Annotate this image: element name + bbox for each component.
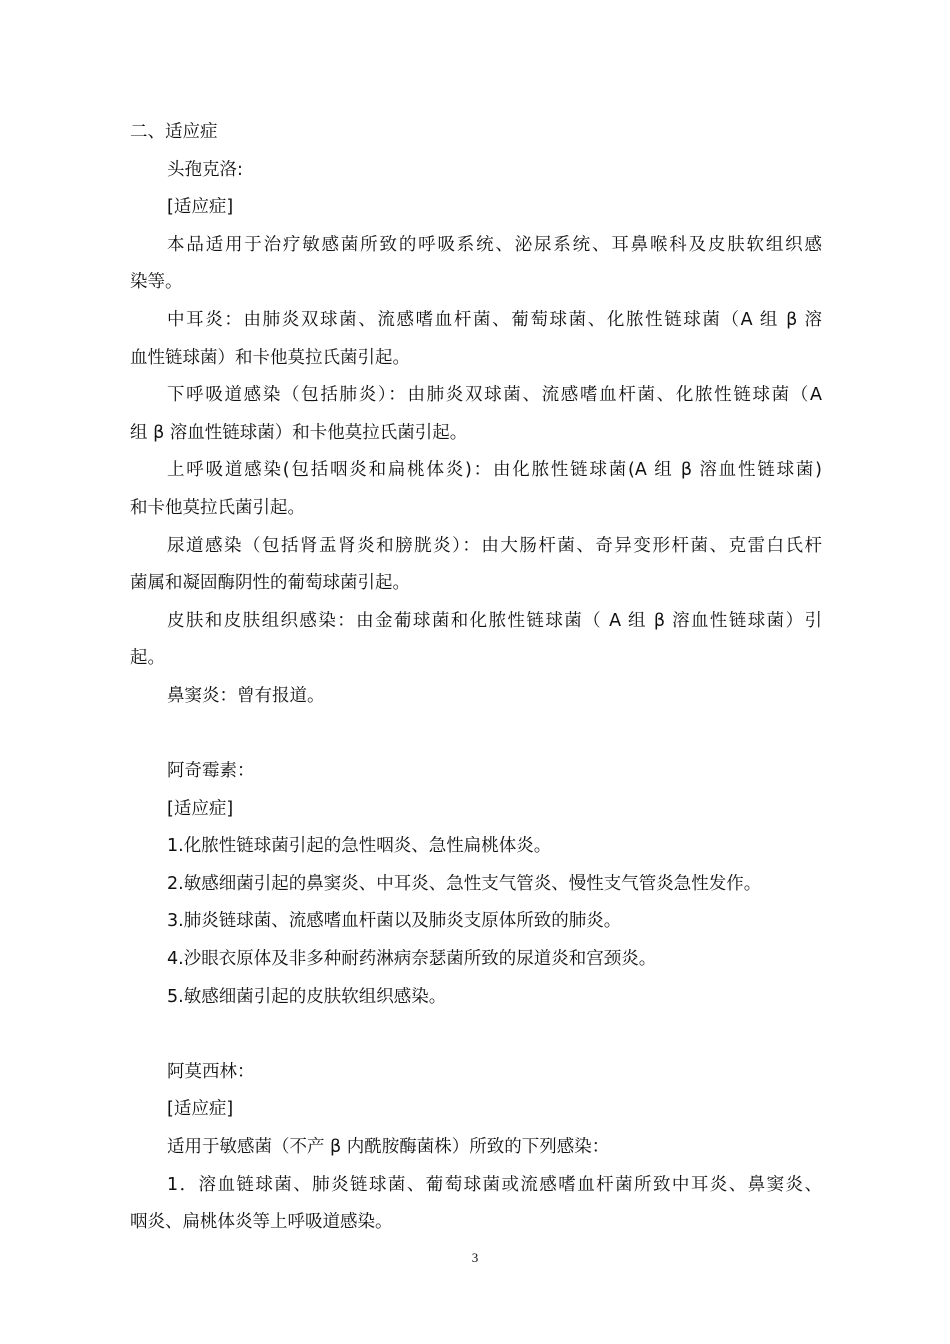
page-number: 3	[471, 1250, 479, 1265]
text-line-drug1-p5b: 菌属和凝固酶阴性的葡萄球菌引起。	[130, 573, 410, 594]
text-line-drug3-i1a: 1．溶血链球菌、肺炎链球菌、葡萄球菌或流感嗜血杆菌所致中耳炎、鼻窦炎、	[167, 1174, 822, 1195]
text-line-drug3-label: [适应症]	[167, 1099, 234, 1120]
text-line-drug3-p1: 适用于敏感菌（不产 β 内酰胺酶菌株）所致的下列感染：	[167, 1137, 610, 1158]
text-line-drug2-i2: 2.敏感细菌引起的鼻窦炎、中耳炎、急性支气管炎、慢性支气管炎急性发作。	[167, 873, 762, 894]
text-line-drug3-i1b: 咽炎、扁桃体炎等上呼吸道感染。	[130, 1212, 393, 1233]
text-line-drug1-p6a: 皮肤和皮肤组织感染：由金葡球菌和化脓性链球菌（ A 组 β 溶血性链球菌）引	[167, 610, 822, 631]
text-line-drug1-p1a: 本品适用于治疗敏感菌所致的呼吸系统、泌尿系统、耳鼻喉科及皮肤软组织感	[167, 234, 822, 255]
text-line-gap-1	[130, 716, 822, 754]
text-line-drug1-p7: 鼻窦炎：曾有报道。	[167, 685, 325, 706]
text-line-drug1-p5a: 尿道感染（包括肾盂肾炎和膀胱炎）：由大肠杆菌、奇异变形杆菌、克雷白氏杆	[167, 535, 822, 556]
text-line-drug2-i1: 1.化脓性链球菌引起的急性咽炎、急性扁桃体炎。	[167, 836, 552, 857]
text-line-drug2-i4: 4.沙眼衣原体及非多种耐药淋病奈瑟菌所致的尿道炎和宫颈炎。	[167, 949, 657, 970]
text-line-drug1-label: [适应症]	[167, 197, 234, 218]
text-line-drug2-i5: 5.敏感细菌引起的皮肤软组织感染。	[167, 986, 447, 1007]
text-line-drug1-p4a: 上呼吸道感染(包括咽炎和扁桃体炎)：由化脓性链球菌(A 组 β 溶血性链球菌)	[167, 460, 822, 481]
text-line-drug1-p6b: 起。	[130, 648, 165, 669]
text-line-drug1-p3b: 组 β 溶血性链球菌）和卡他莫拉氏菌引起。	[130, 422, 468, 443]
text-line-drug1-p3a: 下呼吸道感染（包括肺炎）：由肺炎双球菌、流感嗜血杆菌、化脓性链球菌（A	[167, 385, 822, 406]
text-line-drug2-i3: 3.肺炎链球菌、流感嗜血杆菌以及肺炎支原体所致的肺炎。	[167, 911, 622, 932]
text-line-drug3-name: 阿莫西林：	[167, 1061, 255, 1082]
text-line-drug1-p2b: 血性链球菌）和卡他莫拉氏菌引起。	[130, 347, 410, 368]
text-line-drug1-name: 头孢克洛:	[167, 159, 243, 180]
text-line-section-heading: 二、适应症	[130, 122, 218, 142]
text-line-drug1-p2a: 中耳炎：由肺炎双球菌、流感嗜血杆菌、葡萄球菌、化脓性链球菌（A 组 β 溶	[167, 309, 822, 330]
text-line-gap-2	[130, 1016, 822, 1054]
text-line-drug1-p1b: 染等。	[130, 272, 183, 293]
text-line-drug2-label: [适应症]	[167, 798, 234, 819]
text-line-drug2-name: 阿奇霉素：	[167, 761, 255, 782]
document-body	[130, 114, 822, 1242]
text-line-drug1-p4b: 和卡他莫拉氏菌引起。	[130, 497, 305, 518]
